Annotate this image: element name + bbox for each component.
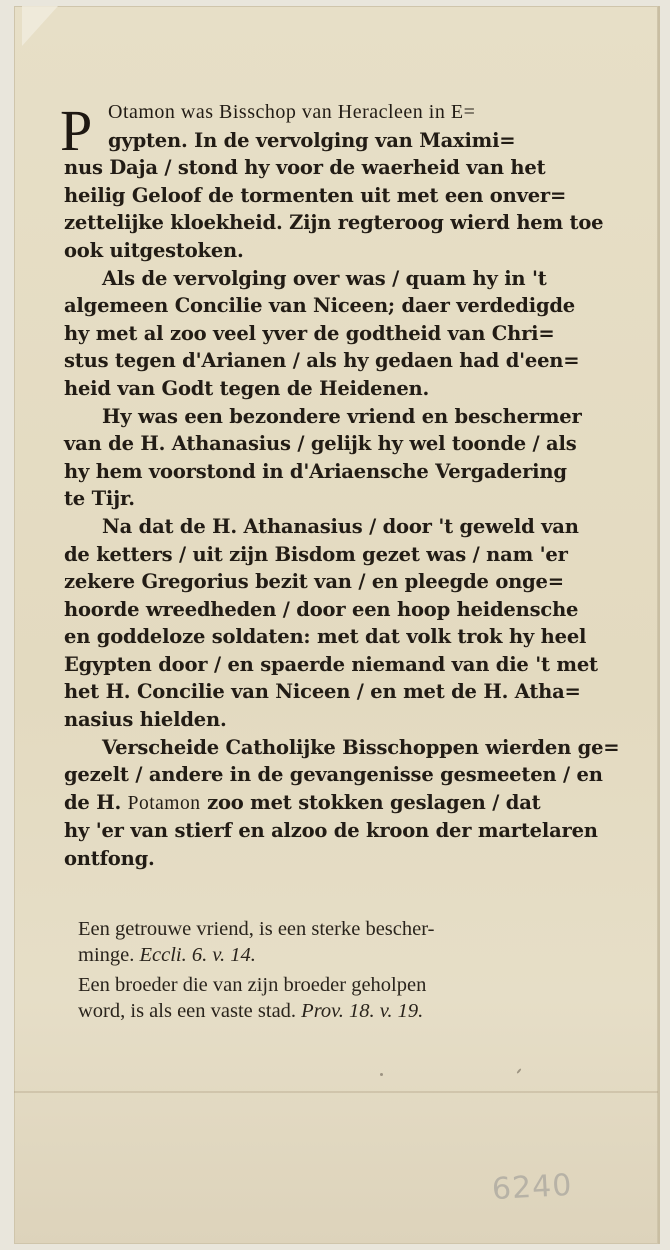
paragraph-start: Hy was een bezondere vriend en beschermer xyxy=(102,404,582,428)
handwritten-inventory-number: 6240 xyxy=(491,1167,574,1208)
text-line: gypten. In de vervolging van Maximi= xyxy=(108,128,516,152)
quote-1-line-1: Een getrouwe vriend, is een sterke bescher- xyxy=(78,918,435,940)
text-line: zettelijke kloekheid. Zijn regteroog wierd hem toe xyxy=(64,211,604,235)
main-text xyxy=(60,98,620,873)
text-line: de ketters / uit zijn Bisdom gezet was / nam 'er xyxy=(64,542,568,566)
line-rest: zoo met stokken geslagen / dat xyxy=(207,790,541,814)
quote-2-line-1: Een broeder die van zijn broeder geholpen xyxy=(78,974,427,996)
quote-1-text-end: minge. xyxy=(78,944,135,966)
text-line: hy 'er van stierf en alzoo de kroon der martelaren xyxy=(64,819,598,843)
text-line: Egypten door / en spaerde niemand van die 't met xyxy=(64,652,598,676)
scripture-quotes xyxy=(78,916,598,1024)
quote-2-text-end: word, is als een vaste stad. xyxy=(78,1000,297,1022)
text-line xyxy=(64,789,604,818)
paragraph-start: Verscheide Catholijke Bisschoppen wierden ge= xyxy=(102,735,620,759)
quote-2-reference: Prov. 18. v. 19. xyxy=(301,1000,424,1022)
quote-2-line-2 xyxy=(78,998,598,1024)
text-line: stus tegen d'Arianen / als hy gedaen had d'een= xyxy=(64,349,580,373)
saint-name: Potamon xyxy=(127,792,201,814)
text-line: het H. Concilie van Niceen / en met de H. Atha= xyxy=(64,680,581,704)
text-line: heilig Geloof de tormenten uit met een onver= xyxy=(64,183,567,207)
paragraph-start: Als de vervolging over was / quam hy in 't xyxy=(102,266,547,290)
text-line: te Tijr. xyxy=(64,487,135,511)
text-line: hy met al zoo veel yver de godtheid van Chri= xyxy=(64,321,555,345)
text-line: en goddeloze soldaten: met dat volk trok hy heel xyxy=(64,625,587,649)
drop-cap: P xyxy=(60,98,93,163)
text-line: hy hem voorstond in d'Ariaensche Vergadering xyxy=(64,459,567,483)
paper-speck xyxy=(380,1073,383,1076)
quote-1-reference: Eccli. 6. v. 14. xyxy=(139,944,256,966)
quote-1-line-2 xyxy=(78,942,598,968)
fold-crease xyxy=(14,1091,658,1093)
text-line: nasius hielden. xyxy=(64,708,227,732)
text-line: algemeen Concilie van Niceen; daer verdedigde xyxy=(64,294,576,318)
text-line: ook uitgestoken. xyxy=(64,238,244,262)
text-line: Otamon was Bisschop van Heracleen in E= xyxy=(108,101,476,123)
text-line: nus Daja / stond hy voor de waerheid van het xyxy=(64,156,546,180)
text-line: zekere Gregorius bezit van / en pleegde onge= xyxy=(64,570,564,594)
text-line: heid van Godt tegen de Heidenen. xyxy=(64,376,430,400)
text-line: gezelt / andere in de gevangenisse gesmeeten / en xyxy=(64,763,603,787)
text-line: hoorde wreedheden / door een hoop heidensche xyxy=(64,597,579,621)
text-line: ontfong. xyxy=(64,847,155,871)
text-line: van de H. Athanasius / gelijk hy wel toonde / als xyxy=(64,432,577,456)
saint-abbrev: de H. xyxy=(64,790,122,814)
paragraph-start: Na dat de H. Athanasius / door 't geweld van xyxy=(102,514,579,538)
